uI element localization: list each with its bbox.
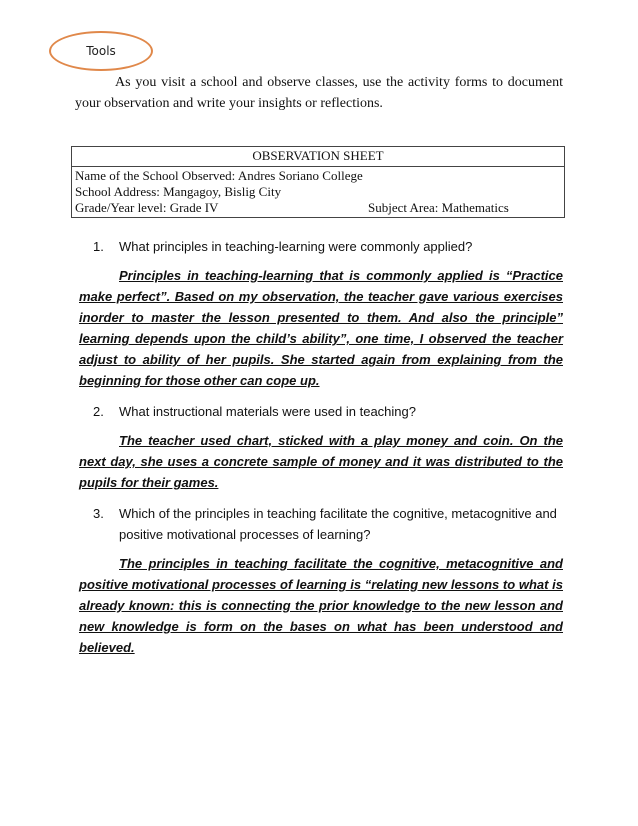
question-text: What principles in teaching-learning were commonly applied? <box>119 239 473 254</box>
school-address: School Address: Mangagoy, Bislig City <box>75 184 282 199</box>
question-text: What instructional materials were used in teaching? <box>119 404 416 419</box>
question-3 <box>75 503 563 545</box>
question-block-3 <box>75 503 563 658</box>
answer-3: The principles in teaching facilitate the cognitive, metacognitive and positive motivational processes of learning is “relating new lessons to what is already known: this is connecting the prior knowledge to the new lesson and new knowledge is form on the bases on what has been understood and believed. <box>79 556 563 655</box>
observation-sheet-table <box>71 146 565 218</box>
question-number: 3. <box>93 506 104 521</box>
tools-badge-label: Tools <box>86 44 116 58</box>
grade-subject-line <box>75 200 561 216</box>
question-number: 2. <box>93 404 104 419</box>
observation-sheet-details <box>72 167 565 218</box>
observation-sheet-title: OBSERVATION SHEET <box>72 147 565 167</box>
answer-1: Principles in teaching-learning that is commonly applied is “Practice make perfect”. Based on my observation, the teacher gave various exercises inorder to master the lesson presented to them. And also the principle” learning depends upon the child’s ability”, one time, I observed the teacher adjust to ability of her pupils. She started again from explaining from the beginning for those other can cope up. <box>79 268 563 388</box>
answer-2: The teacher used chart, sticked with a play money and coin. On the next day, she uses a concrete sample of money and it was distributed to the pupils for their games. <box>79 433 563 490</box>
question-number: 1. <box>93 239 104 254</box>
school-name: Name of the School Observed: Andres Soriano College <box>75 168 363 183</box>
question-2 <box>75 401 563 422</box>
subject-area: Subject Area: Mathematics <box>368 200 509 215</box>
intro-paragraph: As you visit a school and observe classes, use the activity forms to document your observation and write your insights or reflections. <box>75 75 563 111</box>
question-text: Which of the principles in teaching facilitate the cognitive, metacognitive and positive motivational processes of learning? <box>119 506 557 542</box>
grade-level: Grade/Year level: Grade IV <box>75 200 219 215</box>
question-block-2 <box>75 401 563 493</box>
question-block-1 <box>75 236 563 391</box>
tools-badge <box>49 31 153 71</box>
question-1 <box>75 236 563 257</box>
